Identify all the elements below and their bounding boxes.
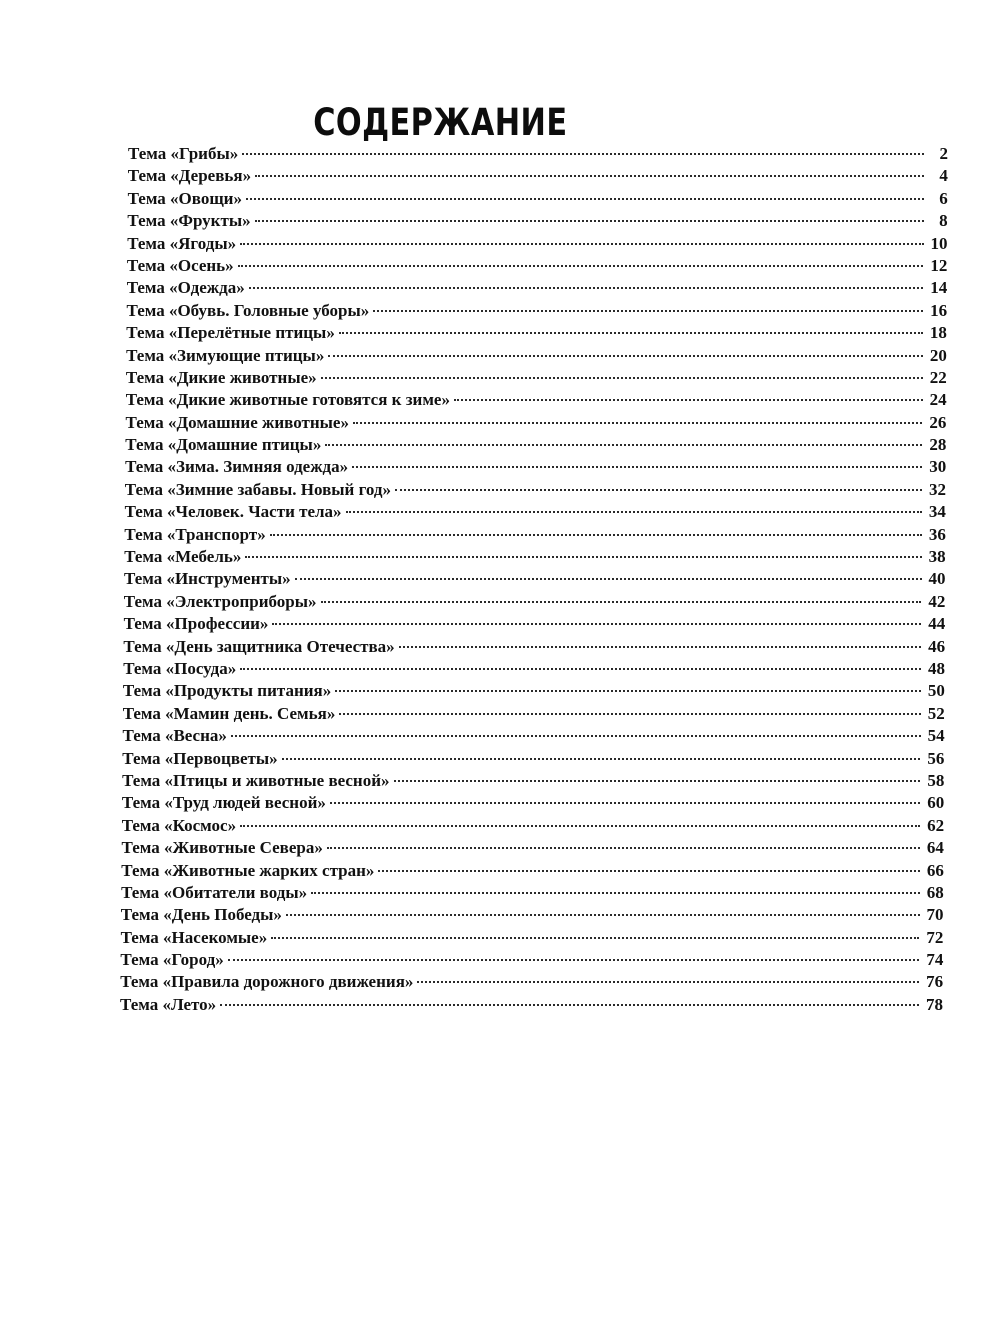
toc-entry-page: 28 (929, 435, 947, 455)
toc-entry[interactable] (0, 927, 1000, 949)
toc-entry-page: 62 (927, 815, 945, 835)
toc-dot-leader (311, 892, 920, 894)
toc-entry[interactable] (0, 994, 1000, 1016)
toc-dot-leader (327, 847, 920, 849)
toc-entry-label: Тема «Город» (120, 950, 224, 970)
toc-entry[interactable] (0, 389, 1000, 411)
toc-entry[interactable] (0, 680, 1000, 702)
toc-dot-leader (255, 220, 924, 222)
toc-dot-leader (373, 310, 923, 312)
toc-dot-leader (325, 444, 922, 446)
toc-dot-leader (286, 914, 920, 916)
toc-entry-label: Тема «Продукты питания» (122, 681, 332, 701)
toc-entry[interactable] (0, 949, 1000, 971)
toc-entry[interactable] (0, 165, 1000, 187)
toc-dot-leader (417, 981, 919, 983)
toc-entry-page: 34 (928, 502, 946, 522)
toc-entry-page: 18 (929, 323, 947, 343)
toc-entry[interactable] (0, 591, 1000, 613)
toc-entry-page: 72 (926, 927, 944, 947)
toc-dot-leader (240, 825, 920, 827)
toc-entry-page: 78 (926, 994, 943, 1014)
toc-entry[interactable] (0, 546, 1000, 568)
toc-entry-label: Тема «Лето» (120, 994, 217, 1014)
toc-dot-leader (454, 399, 923, 401)
toc-dot-leader (399, 646, 921, 648)
toc-entry[interactable] (0, 434, 1000, 456)
toc-entry[interactable] (0, 233, 1000, 255)
toc-entry[interactable] (0, 188, 1000, 210)
toc-entry-page: 50 (927, 681, 945, 701)
toc-entry-page: 76 (926, 972, 944, 992)
toc-entry-page: 54 (927, 726, 945, 746)
toc-dot-leader (220, 1004, 919, 1006)
toc-entry-label: Тема «Птицы и животные весной» (122, 770, 390, 790)
toc-dot-leader (335, 690, 921, 692)
toc-entry-label: Тема «Насекомые» (120, 927, 268, 947)
toc-entry-page: 66 (926, 860, 944, 880)
toc-entry-label: Тема «Зимующие птицы» (126, 345, 325, 365)
toc-entry-page: 38 (928, 547, 946, 567)
toc-entry-page: 44 (928, 614, 946, 634)
toc-entry-label: Тема «Первоцветы» (122, 748, 278, 768)
toc-entry-label: Тема «Труд людей весной» (121, 793, 326, 813)
toc-entry-label: Тема «Космос» (121, 815, 237, 835)
toc-entry-label: Тема «Животные Севера» (121, 838, 323, 858)
toc-entry[interactable] (0, 412, 1000, 434)
toc-entry-label: Тема «Зима. Зимняя одежда» (125, 457, 349, 477)
toc-entry[interactable] (0, 322, 1000, 344)
toc-entry-page: 26 (929, 412, 947, 432)
toc-entry-label: Тема «Перелётные птицы» (126, 323, 335, 343)
toc-entry-label: Тема «Одежда» (126, 278, 245, 298)
toc-dot-leader (245, 556, 921, 558)
toc-entry[interactable] (0, 613, 1000, 635)
toc-entry-page: 60 (927, 793, 945, 813)
toc-entry-label: Тема «Мебель» (124, 547, 242, 567)
toc-dot-leader (321, 601, 922, 603)
toc-dot-leader (238, 265, 924, 267)
toc-entry-page: 14 (930, 278, 948, 298)
toc-entry-label: Тема «Грибы» (128, 144, 239, 163)
toc-dot-leader (270, 534, 922, 536)
toc-entry-page: 40 (928, 569, 946, 589)
toc-entry-page: 20 (929, 345, 947, 365)
toc-dot-leader (282, 758, 921, 760)
toc-entry-page: 48 (928, 658, 945, 678)
toc-entry-label: Тема «Фрукты» (127, 211, 251, 231)
toc-entry[interactable] (0, 524, 1000, 546)
toc-entry-page: 10 (930, 233, 948, 253)
toc-entry[interactable] (0, 210, 1000, 232)
toc-entry-page: 64 (926, 838, 944, 858)
toc-entry-page: 22 (929, 367, 947, 387)
toc-entry-page: 36 (928, 524, 946, 544)
toc-entry[interactable] (0, 770, 1000, 792)
toc-entry-label: Тема «Инструменты» (124, 569, 291, 589)
toc-entry-page: 42 (928, 591, 946, 611)
toc-dot-leader (246, 198, 924, 200)
toc-entry[interactable] (0, 703, 1000, 725)
toc-entry[interactable] (0, 345, 1000, 367)
toc-dot-leader (295, 578, 922, 580)
toc-entry-label: Тема «Обувь. Головные уборы» (126, 300, 370, 320)
toc-entry[interactable] (0, 300, 1000, 322)
toc-entry[interactable] (0, 367, 1000, 389)
toc-entry-label: Тема «Домашние птицы» (125, 435, 322, 455)
toc-entry-page: 46 (928, 636, 946, 656)
toc-entry[interactable] (0, 568, 1000, 590)
toc-entry[interactable] (0, 971, 1000, 993)
toc-entry-page: 12 (930, 255, 948, 275)
toc-dot-leader (231, 735, 921, 737)
toc-entry-page: 56 (927, 748, 945, 768)
toc-dot-leader (240, 668, 921, 670)
toc-dot-leader (328, 355, 922, 357)
toc-entry-label: Тема «Домашние животные» (125, 412, 349, 432)
toc-dot-leader (378, 870, 919, 872)
toc-entry-page: 58 (927, 770, 945, 790)
toc-entry-label: Тема «Правила дорожного движения» (120, 972, 414, 992)
toc-entry-page: 16 (930, 300, 948, 320)
toc-dot-leader (395, 489, 922, 491)
toc-entry[interactable] (0, 658, 1000, 680)
toc-entry[interactable] (0, 904, 1000, 926)
toc-entry-label: Тема «Дикие животные готовятся к зиме» (125, 390, 450, 410)
toc-entry-page: 2 (939, 144, 948, 163)
toc-dot-leader (321, 377, 923, 379)
toc-dot-leader (242, 153, 924, 155)
page-title: СОДЕРЖАНИЕ (313, 100, 568, 144)
toc-entry[interactable] (0, 501, 1000, 523)
toc-entry-page: 74 (926, 950, 944, 970)
toc-dot-leader (330, 802, 920, 804)
toc-dot-leader (353, 422, 922, 424)
toc-entry[interactable] (0, 255, 1000, 277)
toc-entry-label: Тема «Овощи» (127, 188, 242, 208)
toc-entry-page: 4 (939, 166, 948, 186)
toc-entry[interactable] (0, 792, 1000, 814)
toc-dot-leader (352, 466, 922, 468)
toc-entry[interactable] (0, 882, 1000, 904)
toc-entry-label: Тема «Зимние забавы. Новый год» (124, 479, 391, 499)
toc-entry-label: Тема «Электроприборы» (123, 591, 317, 611)
toc-entry-label: Тема «Посуда» (123, 658, 237, 678)
toc-entry-label: Тема «Животные жарких стран» (121, 860, 375, 880)
toc-entry-label: Тема «Осень» (126, 255, 234, 275)
toc-entry-page: 24 (929, 390, 947, 410)
toc-dot-leader (240, 243, 923, 245)
toc-entry-page: 32 (929, 479, 946, 499)
toc-entry-label: Тема «Весна» (122, 726, 227, 746)
toc-dot-leader (255, 175, 924, 177)
toc-entry[interactable] (0, 837, 1000, 859)
toc-entry-label: Тема «Обитатели воды» (121, 882, 308, 902)
toc-entry-label: Тема «Деревья» (127, 166, 252, 186)
toc-entry-page: 30 (929, 457, 947, 477)
toc-entry-label: Тема «Транспорт» (124, 524, 266, 544)
toc-entry[interactable] (0, 725, 1000, 747)
toc-entry[interactable] (0, 860, 1000, 882)
toc-dot-leader (271, 937, 919, 939)
toc-entry-label: Тема «Профессии» (123, 614, 269, 634)
toc-entry-page: 6 (939, 188, 948, 208)
toc-entry-label: Тема «Мамин день. Семья» (122, 703, 336, 723)
toc-dot-leader (339, 332, 923, 334)
table-of-contents (0, 143, 1000, 1016)
toc-entry[interactable] (0, 143, 1000, 165)
toc-entry-page: 70 (926, 905, 944, 925)
toc-entry-label: Тема «День защитника Отечества» (123, 636, 395, 656)
toc-entry-label: Тема «День Победы» (120, 905, 282, 925)
toc-dot-leader (249, 287, 923, 289)
toc-entry-page: 8 (939, 211, 948, 231)
toc-entry[interactable] (0, 815, 1000, 837)
toc-dot-leader (346, 511, 922, 513)
toc-entry[interactable] (0, 636, 1000, 658)
toc-entry[interactable] (0, 277, 1000, 299)
toc-entry-label: Тема «Дикие животные» (125, 367, 317, 387)
toc-entry-label: Тема «Ягоды» (127, 233, 237, 253)
toc-entry[interactable] (0, 479, 1000, 501)
toc-entry-page: 68 (926, 882, 944, 902)
toc-entry[interactable] (0, 456, 1000, 478)
toc-dot-leader (339, 713, 920, 715)
toc-dot-leader (228, 959, 920, 961)
toc-dot-leader (394, 780, 921, 782)
toc-dot-leader (272, 623, 921, 625)
toc-entry-page: 52 (927, 703, 945, 723)
toc-entry-label: Тема «Человек. Части тела» (124, 502, 342, 522)
toc-entry[interactable] (0, 748, 1000, 770)
